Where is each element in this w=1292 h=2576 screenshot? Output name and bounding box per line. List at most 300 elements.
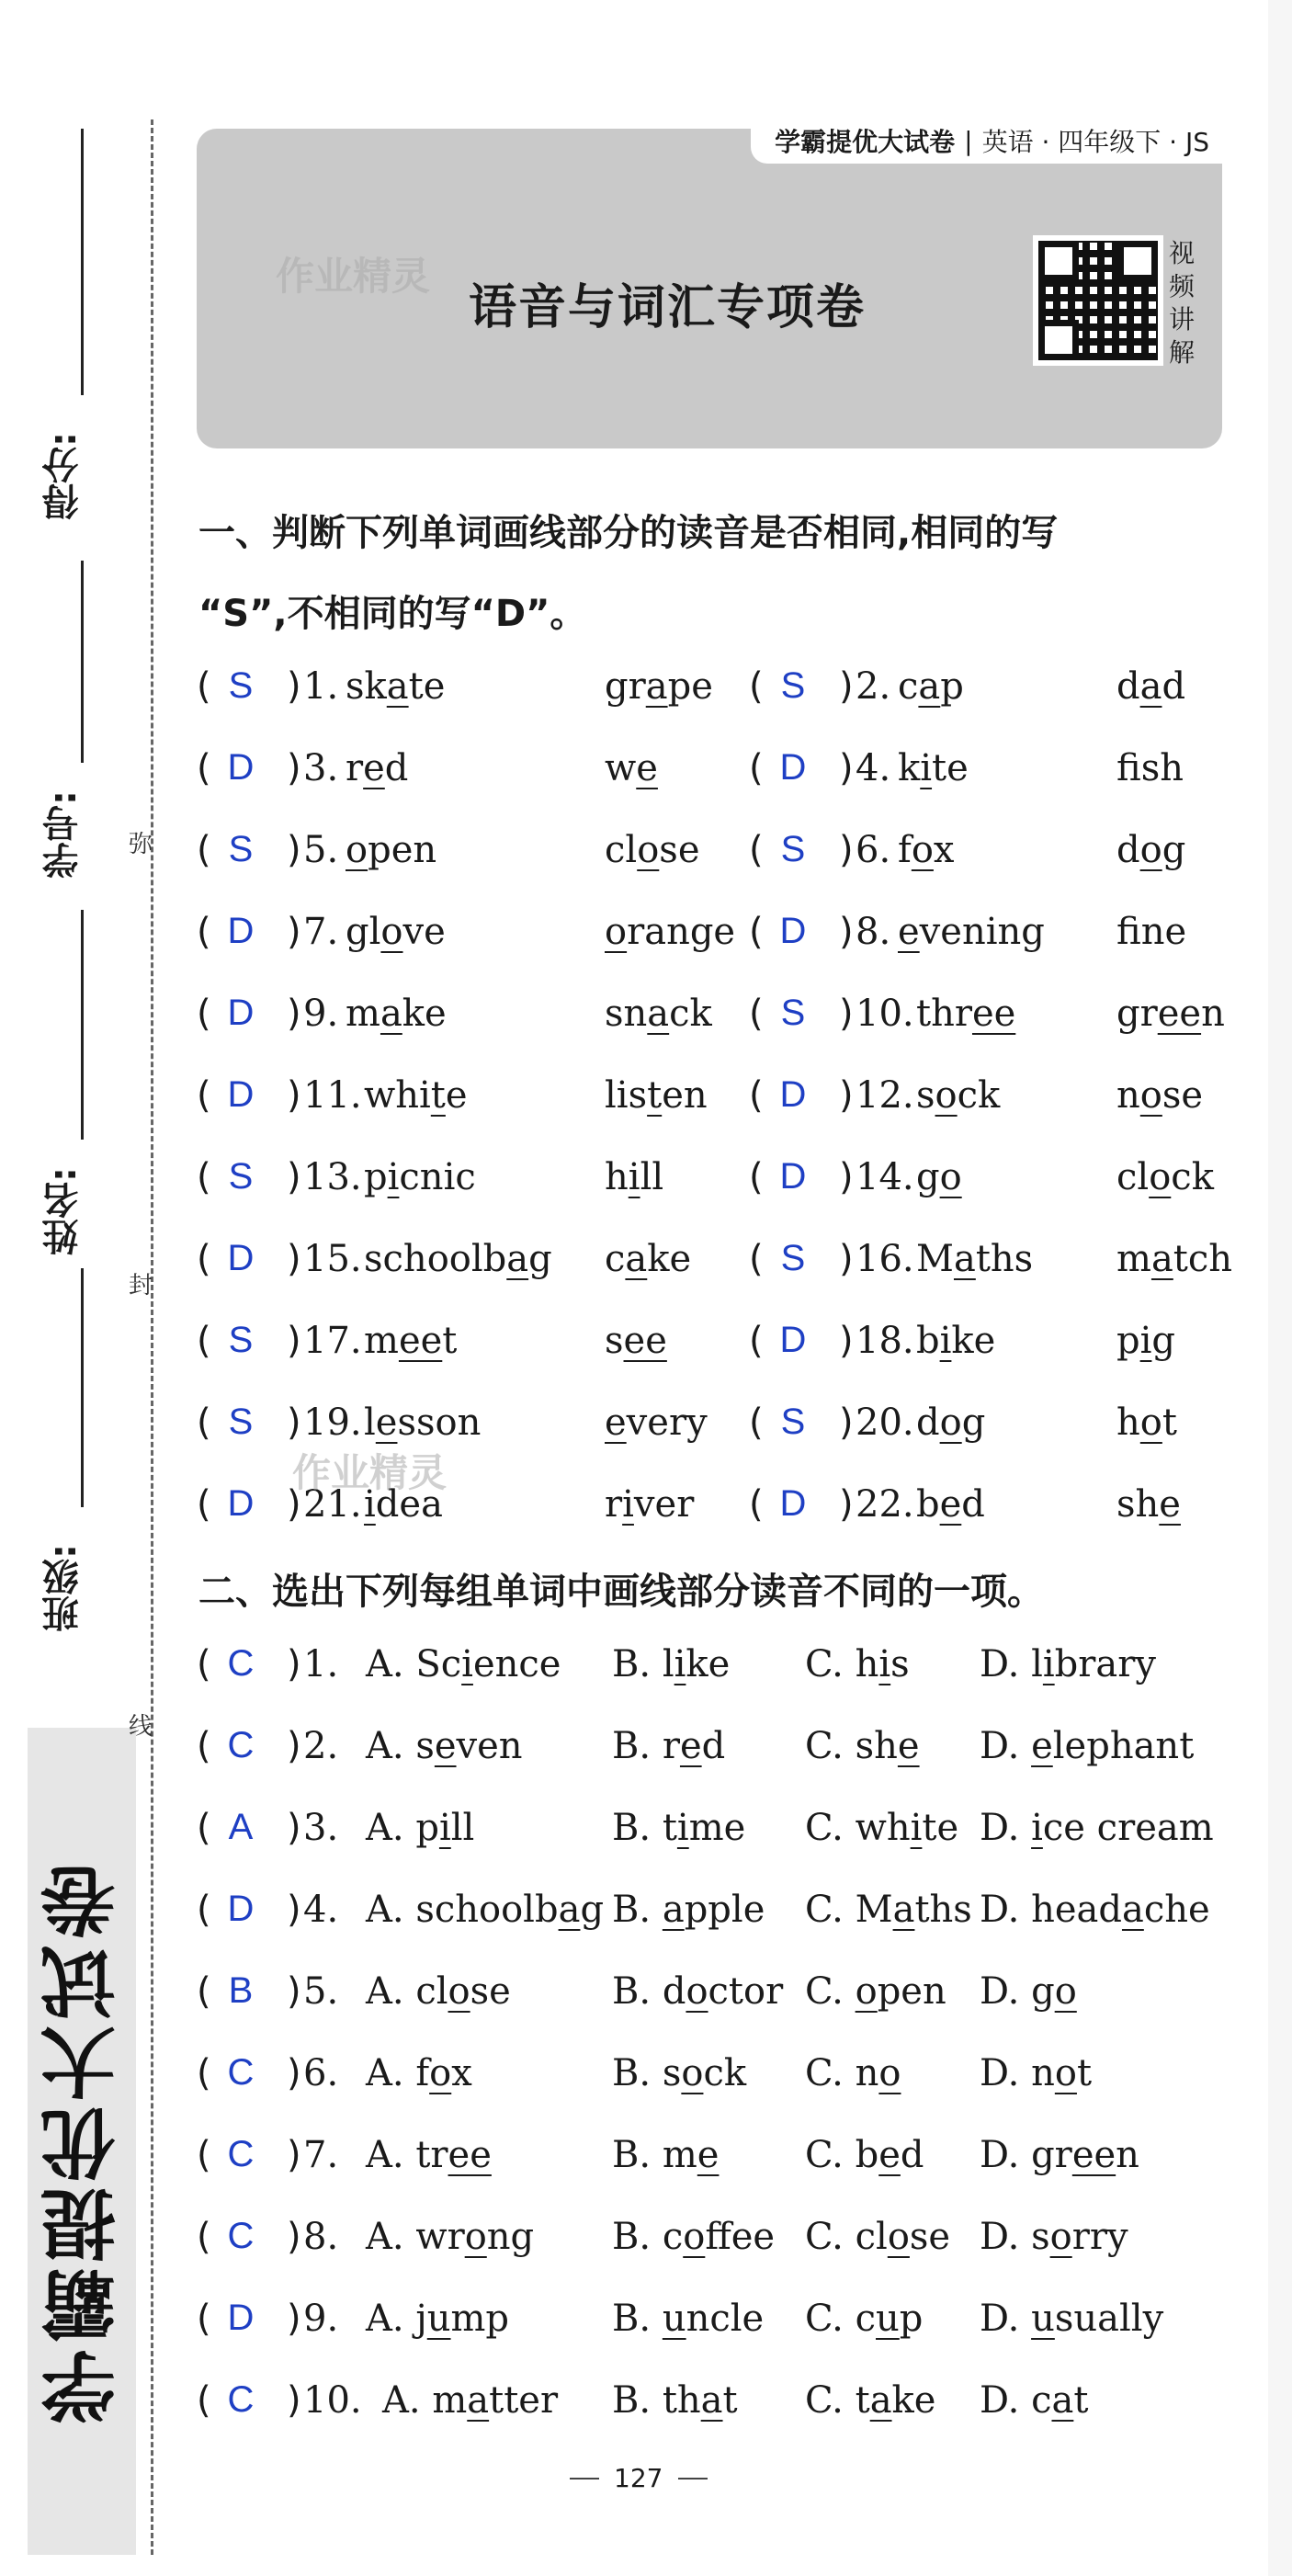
option-b [612,2052,746,2094]
question-number: 3. [303,1807,339,1849]
word-suffix: se [1162,1074,1204,1117]
word-prefix: schoolb [364,1238,507,1280]
word-suffix: n [1201,993,1225,1035]
word-underlined-part: o [939,1401,962,1444]
word-underlined-part: a [1121,1889,1144,1931]
word-underlined-part: o [878,2052,901,2094]
word-b [1116,993,1225,1035]
answer-mark: S [228,1320,254,1360]
word-prefix: l [364,1401,376,1444]
section1-heading-line2: “S”,不相同的写“D”。 [198,593,587,635]
word-underlined-part: a [625,1238,648,1280]
question-number: 2. [303,1725,339,1767]
word-suffix: ke [891,2379,936,2422]
question-number: 22. [856,1483,914,1526]
word-prefix: sh [855,1725,898,1767]
word-a [916,1074,1000,1117]
word-underlined-part: a [953,1238,976,1280]
word-prefix: gr [1031,2134,1072,2176]
cut-mark-2: 封 [129,1272,153,1299]
option-a [366,1807,474,1849]
word-suffix: rry [1071,2216,1128,2258]
option-letter: D. [980,2379,1032,2422]
word-b [1116,1238,1232,1280]
word-prefix: f [1116,911,1141,953]
word-prefix: b [916,1483,940,1526]
open-paren: ( [197,1725,211,1767]
option-c [805,1725,920,1767]
word-suffix: che [1143,1889,1210,1931]
word-prefix: gr [1116,993,1158,1035]
question-number: 11. [303,1074,362,1117]
close-paren: ) [839,1401,854,1444]
word-prefix: schoolb [415,1889,559,1931]
answer-mark: S [780,993,806,1033]
question-number: 7. [303,911,339,953]
word-suffix: t [442,1320,458,1362]
option-b [612,1643,730,1685]
option-b [612,1970,783,2013]
word-prefix: wr [415,2216,465,2258]
class-field-label: 班级: [42,1544,85,1632]
close-paren: ) [287,1483,301,1526]
word-underlined-part: e [679,1725,702,1767]
word-suffix: tch [1173,1238,1233,1280]
word-suffix: t [1073,2379,1089,2422]
answer-mark: D [779,1156,807,1197]
word-a [916,1238,1033,1280]
page-title: 语音与词汇专项卷 [469,279,867,335]
class-field-line [81,1268,84,1507]
word-underlined-part: o [380,911,403,953]
word-underlined-part: u [1031,2298,1055,2340]
word-prefix: lis [605,1074,648,1117]
score-field-line [81,129,84,395]
qr-finder [1038,241,1079,281]
word-b [605,1156,663,1198]
word-underlined-part: a [1150,1238,1173,1280]
word-a [364,1074,468,1117]
word-suffix: pen [368,829,437,871]
option-a [366,2134,492,2176]
close-paren: ) [287,2052,301,2094]
word-suffix: ence [472,1643,561,1685]
option-c [805,2134,924,2176]
word-underlined-part: a [869,2379,892,2422]
question-number: 9. [303,993,339,1035]
word-prefix: n [855,2052,879,2094]
option-letter: B. [612,1807,663,1849]
word-underlined-part: o [887,2216,910,2258]
word-suffix: x [933,829,955,871]
word-a [916,1483,985,1526]
word-underlined-part: o [346,829,368,871]
option-a [366,2298,509,2340]
word-b [605,1320,667,1362]
word-a [346,829,436,871]
option-d [980,1643,1156,1685]
word-a [364,1238,552,1280]
word-prefix: w [605,747,637,789]
section1-heading-line1: 一、判断下列单词画线部分的读音是否相同,相同的写 [198,512,1059,554]
word-prefix: m [1116,1238,1151,1280]
option-b [612,1889,765,1931]
word-prefix: d [662,1970,686,2013]
word-prefix: cl [855,2216,888,2258]
word-b [1116,1483,1181,1526]
close-paren: ) [287,2379,301,2422]
option-d [980,1889,1210,1931]
word-prefix: t [662,1807,677,1849]
word-underlined-part: o [429,2052,452,2094]
answer-mark: C [227,2134,255,2174]
answer-mark: D [779,1320,807,1360]
open-paren: ( [197,2298,211,2340]
answer-mark: S [780,665,806,706]
page-number: 127 [614,2463,663,2493]
word-prefix: h [605,1156,629,1198]
word-a [898,747,969,789]
close-paren: ) [839,911,854,953]
word-b [1116,911,1186,953]
open-paren: ( [749,829,764,871]
open-paren: ( [197,2216,211,2258]
word-underlined-part: e [898,911,920,953]
open-paren: ( [197,829,211,871]
answer-mark: C [227,1725,255,1765]
word-underlined-part: o [911,829,934,871]
word-prefix: c [1031,2379,1052,2422]
word-b [605,665,713,708]
word-prefix: m [662,2134,697,2176]
answer-mark: D [227,1483,255,1524]
word-suffix: ck [1171,1156,1214,1198]
word-prefix: l [662,1643,674,1685]
option-c [805,1643,910,1685]
word-suffix: very [626,1401,708,1444]
word-underlined-part: i [622,1483,634,1526]
close-paren: ) [839,993,854,1035]
option-letter: B. [612,1725,663,1767]
word-prefix: n [1116,1074,1140,1117]
word-underlined-part: e [939,1483,962,1526]
word-b [1116,1401,1177,1444]
word-suffix: ver [633,1483,695,1526]
question-number: 17. [303,1320,362,1362]
word-underlined-part: a [662,1889,685,1931]
word-b [605,747,658,789]
answer-mark: D [227,747,255,788]
word-underlined-part: o [686,1970,708,2013]
option-letter: D. [980,1643,1032,1685]
word-underlined-part: ee [971,993,1016,1035]
word-prefix: k [898,747,921,789]
word-prefix: tr [415,2134,448,2176]
word-b [1116,1074,1203,1117]
word-prefix: M [855,1889,893,1931]
option-letter: C. [805,2298,856,2340]
word-suffix: ne [1140,911,1187,953]
word-underlined-part: o [1139,1074,1162,1117]
word-suffix: ke [647,1238,692,1280]
word-a [364,1156,476,1198]
question-number: 10. [856,993,914,1035]
option-b [612,2298,764,2340]
word-underlined-part: e [1031,1725,1053,1767]
word-prefix: wh [855,1807,911,1849]
open-paren: ( [197,747,211,789]
word-a [916,993,1015,1035]
question-number: 9. [303,2298,339,2340]
question-number: 8. [856,911,891,953]
word-suffix: cnic [399,1156,476,1198]
answer-mark: S [228,829,254,869]
answer-mark: D [227,1238,255,1278]
word-prefix: s [415,1725,435,1767]
option-c [805,2298,923,2340]
section2-heading: 二、选出下列每组单词中画线部分读音不同的一项。 [198,1571,1044,1613]
question-number: 6. [303,2052,339,2094]
word-prefix: d [916,1401,940,1444]
word-suffix: me [688,1807,746,1849]
word-underlined-part: o [1139,829,1162,871]
question-number: 13. [303,1156,362,1198]
word-underlined-part: ee [623,1320,667,1362]
word-suffix: ke [402,993,447,1035]
question-number: 20. [856,1401,914,1444]
answer-mark: S [780,829,806,869]
option-letter: A. [366,1725,416,1767]
answer-mark: D [779,747,807,788]
word-underlined-part: e [878,2134,901,2176]
close-paren: ) [287,1401,301,1444]
qr-finder [1117,241,1158,281]
series-subject: 英语 · 四年级下 · JS [981,127,1209,157]
name-field-line [81,910,84,1140]
question-number: 10. [303,2379,362,2422]
option-letter: A. [366,1643,416,1685]
word-a [346,993,447,1035]
option-c [805,1807,958,1849]
option-letter: D. [980,2052,1032,2094]
answer-mark: D [227,1074,255,1115]
close-paren: ) [839,747,854,789]
word-prefix: s [1031,2216,1050,2258]
answer-mark: C [227,2052,255,2093]
word-underlined-part: a [647,993,670,1035]
word-b [1116,665,1185,708]
word-prefix: p [415,1807,439,1849]
word-prefix: s [916,1074,935,1117]
word-prefix: gr [605,665,646,708]
option-letter: A. [382,2379,433,2422]
word-prefix: r [662,1725,680,1767]
open-paren: ( [749,993,764,1035]
option-c [805,2052,901,2094]
word-prefix: n [1031,2052,1055,2094]
word-underlined-part: a [1139,665,1162,708]
open-paren: ( [197,1074,211,1117]
option-a [366,1643,561,1685]
word-suffix: g [1162,829,1186,871]
question-number: 6. [856,829,891,871]
answer-mark: C [227,2379,255,2420]
open-paren: ( [197,1643,211,1685]
option-letter: A. [366,1807,416,1849]
word-prefix: g [916,1156,940,1198]
answer-mark: S [780,1238,806,1278]
word-suffix: pen [877,1970,946,2013]
option-letter: D. [980,1889,1032,1931]
option-letter: A. [366,1970,416,2013]
word-a [916,1401,985,1444]
word-underlined-part: o [464,2216,487,2258]
word-suffix: tter [489,2379,559,2422]
word-prefix: c [605,1238,626,1280]
word-underlined-part: i [676,1807,689,1849]
word-prefix: d [1116,829,1140,871]
word-underlined-part: u [662,2298,686,2340]
word-underlined-part: a [558,1889,581,1931]
word-underlined-part: o [939,1156,962,1198]
close-paren: ) [287,1238,301,1280]
word-suffix: g [961,1401,986,1444]
word-underlined-part: a [1051,2379,1074,2422]
word-a [916,1320,995,1362]
word-prefix: m [432,2379,468,2422]
word-suffix: ll [640,1156,664,1198]
close-paren: ) [287,1725,301,1767]
word-suffix: brary [1054,1643,1156,1685]
answer-mark: S [228,1156,254,1197]
close-paren: ) [839,829,854,871]
word-b [605,911,735,953]
close-paren: ) [287,1320,301,1362]
word-underlined-part: t [430,1074,446,1117]
option-letter: C. [805,1970,856,2013]
word-underlined-part: o [637,829,660,871]
word-underlined-part: a [892,1889,915,1931]
word-a [898,829,954,871]
option-d [980,1725,1194,1767]
word-underlined-part: i [438,1807,451,1849]
open-paren: ( [197,1807,211,1849]
answer-mark: D [227,2298,255,2338]
close-paren: ) [839,1238,854,1280]
word-prefix: sk [346,665,387,708]
open-paren: ( [197,1156,211,1198]
watermark-middle: 作业精灵 [292,1450,448,1495]
word-suffix: se [909,2216,951,2258]
series-label [751,118,1222,164]
word-underlined-part: i [878,1643,891,1685]
option-letter: A. [366,2298,416,2340]
word-underlined-part: a [918,665,941,708]
open-paren: ( [197,1889,211,1931]
word-underlined-part: a [645,665,668,708]
word-prefix: p [1116,1320,1140,1362]
binding-strip [0,0,138,2576]
option-b [612,2379,738,2422]
word-prefix: Sc [415,1643,462,1685]
word-suffix: ths [914,1889,972,1931]
word-a [916,1156,962,1198]
word-suffix: t [722,2379,738,2422]
option-letter: B. [612,1970,663,2013]
option-a [382,2379,558,2422]
option-c [805,1970,946,2013]
word-suffix: pe [667,665,713,708]
word-a [898,665,964,708]
word-b [605,993,712,1035]
word-b [605,1483,694,1526]
question-number: 8. [303,2216,339,2258]
word-suffix: se [470,1970,511,2013]
option-a [366,1725,523,1767]
watermark-top: 作业精灵 [276,254,431,299]
word-underlined-part: u [876,2298,900,2340]
question-number: 19. [303,1401,362,1444]
question-number: 12. [856,1074,914,1117]
word-suffix: ke [951,1320,996,1362]
answer-mark: S [228,1401,254,1442]
question-number: 2. [856,665,891,708]
word-suffix: sually [1054,2298,1164,2340]
word-underlined-part: a [386,665,409,708]
open-paren: ( [197,1401,211,1444]
word-suffix: te [922,1807,959,1849]
close-paren: ) [287,993,301,1035]
close-paren: ) [839,1156,854,1198]
close-paren: ) [839,1074,854,1117]
option-letter: D. [980,1970,1032,2013]
question-number: 4. [856,747,891,789]
option-d [980,2052,1092,2094]
open-paren: ( [197,1483,211,1526]
word-underlined-part: a [380,993,402,1035]
close-paren: ) [287,2216,301,2258]
word-underlined-part: ee [1071,2134,1116,2176]
word-underlined-part: i [939,1320,952,1362]
open-paren: ( [749,1401,764,1444]
cut-mark-1: 弥 [129,831,153,858]
word-suffix: mp [450,2298,510,2340]
word-b [605,1074,708,1117]
word-underlined-part: i [920,747,933,789]
word-underlined-part: ee [398,1320,443,1362]
word-underlined-part: o [1049,2216,1072,2258]
word-suffix: x [451,2052,472,2094]
word-suffix: ck [703,2052,747,2094]
open-paren: ( [197,2052,211,2094]
word-underlined-part: e [605,1401,627,1444]
word-suffix: ck [669,993,712,1035]
option-b [612,1725,725,1767]
word-suffix: s [890,1643,910,1685]
close-paren: ) [287,2134,301,2176]
word-prefix: whi [364,1074,431,1117]
word-suffix: d [961,1483,985,1526]
option-letter: C. [805,2134,856,2176]
open-paren: ( [197,2379,211,2422]
word-prefix: d [1116,665,1140,708]
qr-finder [1038,320,1079,360]
word-prefix: t [855,2379,870,2422]
name-field-label: 姓名: [42,1167,85,1255]
word-suffix: dea [375,1483,443,1526]
option-letter: D. [980,1807,1032,1849]
word-prefix: h [855,1643,879,1685]
